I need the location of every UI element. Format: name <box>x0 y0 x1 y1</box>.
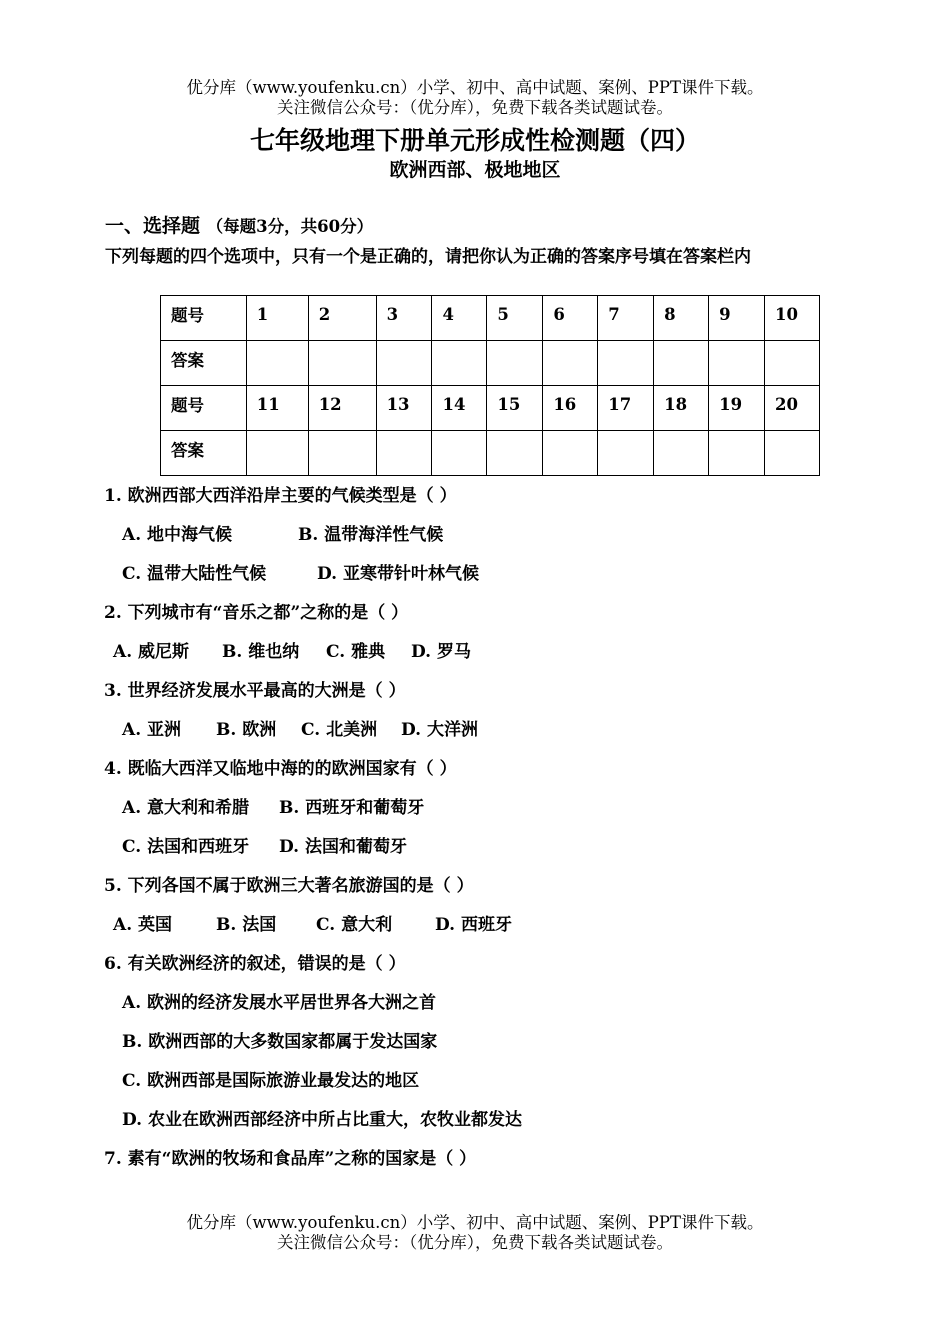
question-5-stem: 5. 下列各国不属于欧洲三大著名旅游国的是（ ） <box>104 876 474 896</box>
page-subtitle: 欧洲西部、极地地区 <box>389 159 561 181</box>
question-number-cell: 17 <box>598 386 654 431</box>
question-number-cell: 6 <box>543 296 598 341</box>
question-3-option-c[interactable]: C. 北美洲 <box>301 720 378 740</box>
header-line-2: 关注微信公众号：（优分库），免费下载各类试题试卷。 <box>277 98 673 117</box>
answer-cell[interactable] <box>709 341 765 386</box>
question-6-option-b[interactable]: B. 欧洲西部的大多数国家都属于发达国家 <box>122 1032 438 1052</box>
section-score: （每题3分，共60分） <box>206 217 374 236</box>
answer-cell[interactable] <box>765 431 820 476</box>
question-2-option-b[interactable]: B. 维也纳 <box>222 642 300 662</box>
question-2-stem: 2. 下列城市有“音乐之都”之称的是（ ） <box>104 603 409 623</box>
question-3-stem: 3. 世界经济发展水平最高的大洲是（ ） <box>104 681 406 701</box>
question-4-option-d[interactable]: D. 法国和葡萄牙 <box>279 837 407 857</box>
answer-cell[interactable] <box>487 431 543 476</box>
answer-cell[interactable] <box>246 341 308 386</box>
question-6-option-c[interactable]: C. 欧洲西部是国际旅游业最发达的地区 <box>122 1071 420 1091</box>
question-number-cell: 16 <box>543 386 598 431</box>
question-4-option-a[interactable]: A. 意大利和希腊 <box>122 798 250 818</box>
question-3-option-d[interactable]: D. 大洋洲 <box>401 720 478 740</box>
question-number-cell: 1 <box>246 296 308 341</box>
question-5-option-b[interactable]: B. 法国 <box>216 915 277 935</box>
row-label-answer: 答案 <box>161 431 247 476</box>
answer-cell[interactable] <box>543 431 598 476</box>
question-2-option-d[interactable]: D. 罗马 <box>411 642 471 662</box>
section-heading <box>105 211 373 238</box>
answer-cell[interactable] <box>598 341 654 386</box>
answer-cell[interactable] <box>709 431 765 476</box>
row-label-answer: 答案 <box>161 341 247 386</box>
question-number-cell: 10 <box>765 296 820 341</box>
footer-line-1: 优分库（www.youfenku.cn）小学、初中、高中试题、案例、PPT课件下载。 <box>186 1213 764 1232</box>
question-number-cell: 8 <box>654 296 709 341</box>
answer-table <box>160 295 820 476</box>
question-2-option-c[interactable]: C. 雅典 <box>326 642 386 662</box>
answer-cell[interactable] <box>487 341 543 386</box>
question-5-option-d[interactable]: D. 西班牙 <box>435 915 512 935</box>
row-label-number: 题号 <box>161 296 247 341</box>
question-4-stem: 4. 既临大西洋又临地中海的的欧洲国家有（ ） <box>104 759 457 779</box>
question-3-option-a[interactable]: A. 亚洲 <box>122 720 182 740</box>
question-number-cell: 4 <box>432 296 487 341</box>
answer-cell[interactable] <box>654 341 709 386</box>
question-5-option-a[interactable]: A. 英国 <box>113 915 173 935</box>
answer-cell[interactable] <box>654 431 709 476</box>
section-heading-text: 一、选择题 <box>105 215 201 237</box>
question-3-option-b[interactable]: B. 欧洲 <box>216 720 277 740</box>
question-6-option-a[interactable]: A. 欧洲的经济发展水平居世界各大洲之首 <box>122 993 437 1013</box>
question-number-cell: 19 <box>709 386 765 431</box>
question-number-cell: 12 <box>308 386 376 431</box>
question-number-cell: 20 <box>765 386 820 431</box>
question-number-cell: 15 <box>487 386 543 431</box>
answer-cell[interactable] <box>376 431 432 476</box>
answer-cell[interactable] <box>246 431 308 476</box>
table-row-answers-2 <box>161 431 820 476</box>
table-row-numbers-2 <box>161 386 820 431</box>
question-number-cell: 14 <box>432 386 487 431</box>
answer-cell[interactable] <box>308 431 376 476</box>
answer-cell[interactable] <box>432 341 487 386</box>
question-4-option-b[interactable]: B. 西班牙和葡萄牙 <box>279 798 425 818</box>
question-2-option-a[interactable]: A. 威尼斯 <box>113 642 190 662</box>
question-7-stem: 7. 素有“欧洲的牧场和食品库”之称的国家是（ ） <box>104 1149 477 1169</box>
question-1-option-c[interactable]: C. 温带大陆性气候 <box>122 564 267 584</box>
question-number-cell: 11 <box>246 386 308 431</box>
question-1-stem: 1. 欧洲西部大西洋沿岸主要的气候类型是（ ） <box>104 486 457 506</box>
row-label-number: 题号 <box>161 386 247 431</box>
answer-cell[interactable] <box>598 431 654 476</box>
question-1-option-d[interactable]: D. 亚寒带针叶林气候 <box>317 564 479 584</box>
answer-cell[interactable] <box>765 341 820 386</box>
question-6-option-d[interactable]: D. 农业在欧洲西部经济中所占比重大，农牧业都发达 <box>122 1110 522 1130</box>
page-title: 七年级地理下册单元形成性检测题（四） <box>249 126 700 155</box>
footer-line-2: 关注微信公众号：（优分库），免费下载各类试题试卷。 <box>277 1233 673 1252</box>
question-number-cell: 18 <box>654 386 709 431</box>
question-number-cell: 13 <box>376 386 432 431</box>
question-1-option-a[interactable]: A. 地中海气候 <box>122 525 233 545</box>
table-row-numbers-1 <box>161 296 820 341</box>
question-6-stem: 6. 有关欧洲经济的叙述，错误的是（ ） <box>104 954 406 974</box>
header-line-1: 优分库（www.youfenku.cn）小学、初中、高中试题、案例、PPT课件下载。 <box>186 78 764 97</box>
question-number-cell: 7 <box>598 296 654 341</box>
question-number-cell: 9 <box>709 296 765 341</box>
answer-cell[interactable] <box>376 341 432 386</box>
answer-cell[interactable] <box>308 341 376 386</box>
instruction-text: 下列每题的四个选项中，只有一个是正确的，请把你认为正确的答案序号填在答案栏内 <box>105 247 751 267</box>
question-5-option-c[interactable]: C. 意大利 <box>316 915 393 935</box>
table-row-answers-1 <box>161 341 820 386</box>
question-number-cell: 2 <box>308 296 376 341</box>
answer-cell[interactable] <box>543 341 598 386</box>
question-1-option-b[interactable]: B. 温带海洋性气候 <box>298 525 444 545</box>
question-number-cell: 3 <box>376 296 432 341</box>
question-number-cell: 5 <box>487 296 543 341</box>
question-4-option-c[interactable]: C. 法国和西班牙 <box>122 837 250 857</box>
answer-cell[interactable] <box>432 431 487 476</box>
